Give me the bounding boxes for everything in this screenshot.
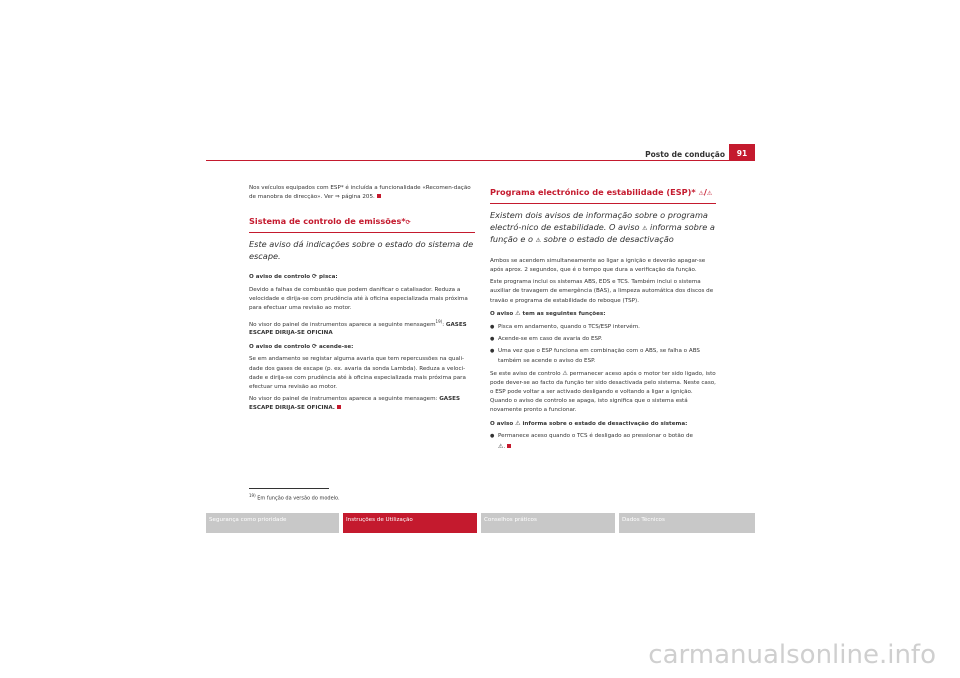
left-column	[249, 184, 475, 417]
engine-warning-icon: ⟳	[312, 342, 318, 350]
deactivation-heading-a: O aviso	[490, 420, 514, 427]
lit-text: Se em andamento se registar alguma avaria que tem repercussões na quali-dade dos gases de escape (p. ex. avaria da sonda Lambda). Reduza a veloci-dade e dirija-se com prudência até à oficina especializada mais próxima para efectuar uma revisão ao motor.	[249, 356, 466, 390]
esp-subtitle-c: sobre o estado de desactivação	[543, 234, 674, 245]
deactivation-bullet-text: Permanece aceso quando o TCS é desligado ao pressionar o botão de	[498, 433, 693, 440]
esp-off-icon: ⚠	[706, 190, 713, 197]
esp-paragraph-3a: Se este aviso de controlo	[490, 371, 561, 378]
functions-heading	[490, 309, 716, 319]
esp-off-icon: ⚠	[515, 419, 521, 427]
deactivation-heading	[490, 419, 716, 429]
engine-warning-icon: ⟳	[312, 273, 318, 281]
esp-warning-icon: ⚠	[698, 190, 704, 197]
esp-off-icon: ⚠	[498, 442, 504, 450]
page-header	[206, 144, 755, 160]
end-marker-icon	[377, 194, 381, 198]
flash-heading-end: pisca:	[319, 274, 338, 281]
display-message-1: GASES ESCAPE DIRIJA-SE OFICINA	[249, 321, 467, 337]
engine-warning-icon: ⟳	[405, 219, 411, 227]
emissions-title-text: Sistema de controlo de emissões*	[249, 216, 406, 227]
right-column	[490, 187, 716, 455]
display-text-2: No visor do painel de instrumentos aparece a seguinte mensagem:	[249, 396, 438, 403]
bullet-item: ● Pisca em andamento, quando o TCS/ESP intervém.	[490, 323, 716, 332]
end-marker-icon	[337, 405, 341, 409]
lit-heading-end: acende-se:	[319, 343, 354, 350]
footnote	[249, 493, 340, 502]
esp-subtitle	[490, 210, 716, 247]
display-message-2: GASES ESCAPE DIRIJA-SE OFICINA.	[249, 396, 461, 412]
header-rule	[206, 160, 755, 161]
footnote-number: 19)	[249, 493, 256, 498]
watermark: carmanualsonline.info	[648, 640, 936, 670]
esp-off-icon: ⚠	[535, 237, 541, 245]
footnote-rule	[249, 488, 329, 489]
page-number: 91	[729, 144, 755, 160]
display-text-1: No visor do painel de instrumentos aparece a seguinte mensagem	[249, 321, 436, 328]
functions-heading-a: O aviso	[490, 311, 514, 318]
esp-subtitle-b: informa sobre a função e o	[490, 221, 715, 245]
footnote-ref: 19)	[435, 318, 443, 324]
flash-heading	[249, 272, 475, 282]
emissions-subtitle: Este aviso dá indicações sobre o estado do sistema de escape.	[249, 239, 474, 261]
bullet-item: ● Acende-se em caso de avaria do ESP.	[490, 335, 716, 344]
esp-paragraph-2: Este programa inclui os sistemas ABS, EDS e TCS. Também inclui o sistema auxiliar de travagem de emergência (BAS), a limpeza automática dos discos de travão e programa de estabilidade do reboque (TSP).	[490, 279, 714, 304]
esp-warning-icon: ⚠	[562, 370, 568, 378]
emissions-section-title	[249, 216, 475, 233]
deactivation-heading-b: informa sobre o estado de desactivação do sistema:	[522, 420, 688, 427]
esp-paragraph-1: Ambos se acendem simultaneamente ao ligar a ignição e deverão apagar-se após aprox. 2 segundos, que é o tempo que dura a verificação da função.	[490, 257, 706, 273]
esp-title-text: Programa electrónico de estabilidade (ESP)*	[490, 187, 696, 197]
esp-subtitle-a: Existem dois avisos de informação sobre o programa electró-nico de estabilidade. O aviso	[490, 210, 708, 232]
flash-heading-text: O aviso de controlo	[249, 274, 311, 281]
intro-text: Nos veículos equipados com ESP* é incluída a funcionalidade «Recomen-dação de manobra de direcção». Ver ⇒ página 205.	[249, 185, 471, 201]
tab-conselhos[interactable]: Conselhos práticos	[481, 513, 615, 533]
end-marker-icon	[507, 444, 511, 448]
display-paragraph-1: No visor do painel de instrumentos aparece a seguinte mensagem$^{19)}$: GASES ESCAPE DIRIJA-SE OFICINA	[249, 318, 467, 337]
flash-text: Devido a falhas de combustão que podem danificar o catalisador. Reduza a velocidade e dirija-se com prudência até à oficina especializada mais próxima para efectuar uma revisão ao motor.	[249, 286, 468, 312]
intro-paragraph	[249, 184, 475, 202]
esp-paragraph-3	[490, 369, 716, 415]
functions-heading-b: tem as seguintes funções:	[522, 311, 606, 318]
esp-warning-icon: ⚠	[642, 224, 648, 232]
tab-instrucoes[interactable]: Instruções de Utilização	[343, 513, 477, 533]
display-paragraph-2	[249, 395, 475, 413]
footnote-text: Em função da versão do modelo.	[257, 495, 340, 502]
lit-heading-text: O aviso de controlo	[249, 343, 311, 350]
esp-paragraph-3b: permanecer aceso após o motor ter sido ligado, isto pode dever-se ao facto da função ter sido desactivada pelo sistema. Neste caso, o ESP pode voltar a ser activado desligando e voltando a ligar a ignição. Quando o aviso de controlo se apaga, isto significa que o sistema está novamente pronto a funcionar.	[490, 371, 716, 414]
header-title: Posto de condução	[645, 150, 725, 159]
esp-section-title: Programa electrónico de estabilidade (ESP)* ⚠/⚠	[490, 187, 716, 204]
bullet-item: ● Permanece aceso quando o TCS é desligado ao pressionar o botão de ⚠.	[490, 432, 716, 451]
tab-seguranca[interactable]: Segurança como prioridade	[206, 513, 339, 533]
lit-heading	[249, 342, 475, 352]
esp-warning-icon: ⚠	[515, 310, 521, 318]
bullet-item: ● Uma vez que o ESP funciona em combinação com o ABS, se falha o ABS também se acende o aviso do ESP.	[490, 347, 716, 365]
tab-dados[interactable]: Dados Técnicos	[619, 513, 755, 533]
